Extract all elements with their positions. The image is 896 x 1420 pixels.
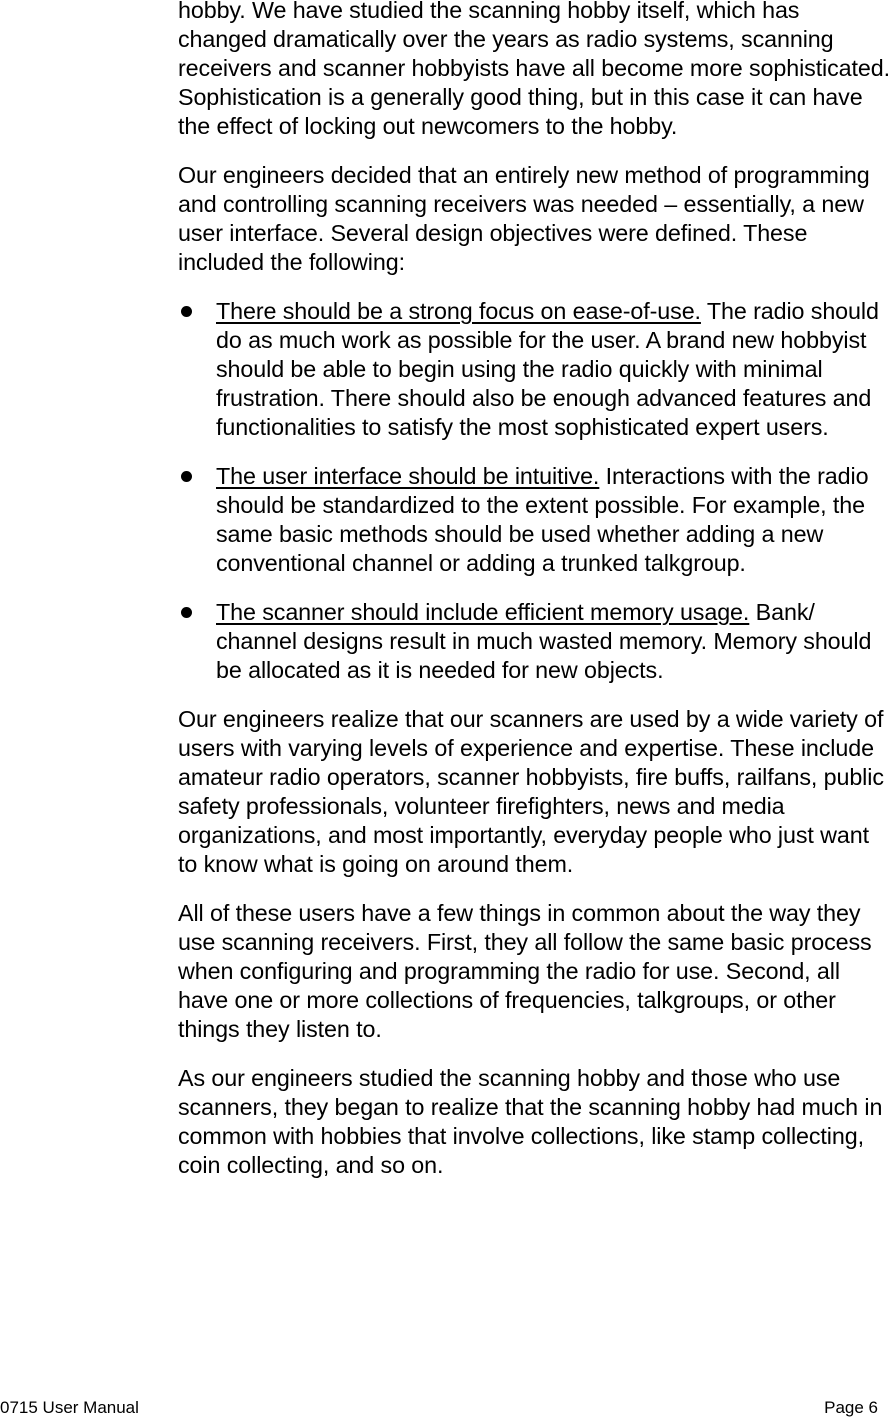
- bullet-heading: The user interface should be intuitive.: [216, 463, 600, 489]
- paragraph-common-traits: All of these users have a few things in common about the way they use scanning receivers. First, they all follow the same basic process when configuring and programming the radio for use. Second, all have one or more collections of frequencies, talkgroups, or other things they listen to.: [178, 900, 872, 1042]
- footer-manual-title: 0715 User Manual: [0, 1398, 139, 1417]
- list-item: [178, 462, 894, 578]
- paragraph-design-objectives: Our engineers decided that an entirely new method of programming and controlling scanning receivers was needed – essentially, a new user interface. Several design objectives were defined. These included the following:: [178, 162, 870, 275]
- bullet-dot-icon: [181, 306, 192, 317]
- list-item: [178, 598, 894, 685]
- bullet-dot-icon: [181, 471, 192, 482]
- bullet-dot-icon: [181, 607, 192, 618]
- list-item: [178, 297, 894, 442]
- bullet-heading: The scanner should include efficient memory usage.: [216, 599, 750, 625]
- bullet-body: The radio should do as much work as possible for the user. A brand new hobbyist should be able to begin using the radio quickly with minimal frustration. There should also be enough advanced features and functionalities to satisfy the most sophisticated expert users.: [216, 298, 879, 440]
- paragraph-collections: As our engineers studied the scanning hobby and those who use scanners, they began to realize that the scanning hobby had much in common with hobbies that involve collections, like stamp collecting, coin collecting, and so on.: [178, 1065, 883, 1178]
- design-objectives-list: [178, 297, 894, 685]
- footer-page-number: Page 6: [824, 1398, 878, 1417]
- paragraph-users: Our engineers realize that our scanners are used by a wide variety of users with varying levels of experience and expertise. These include amateur radio operators, scanner hobbyists, fire buffs, railfans, public safety professionals, volunteer firefighters, news and media organizations, and most importantly, everyday people who just want to know what is going on around them.: [178, 706, 884, 877]
- paragraph-intro: hobby. We have studied the scanning hobby itself, which has changed dramatically over the years as radio systems, scanning receivers and scanner hobbyists have all become more sophisticated. Sophistication is a generally good thing, but in this case it can have the effect of locking out newcomers to the hobby.: [178, 0, 891, 139]
- page-content: [178, 0, 894, 1200]
- bullet-body: Interactions with the radio should be standardized to the extent possible. For example, the same basic methods should be used whether adding a new conventional channel or adding a trunked talkgroup.: [216, 463, 869, 576]
- bullet-body: Bank/ channel designs result in much wasted memory. Memory should be allocated as it is needed for new objects.: [216, 599, 872, 683]
- bullet-heading: There should be a strong focus on ease-of-use.: [216, 298, 701, 324]
